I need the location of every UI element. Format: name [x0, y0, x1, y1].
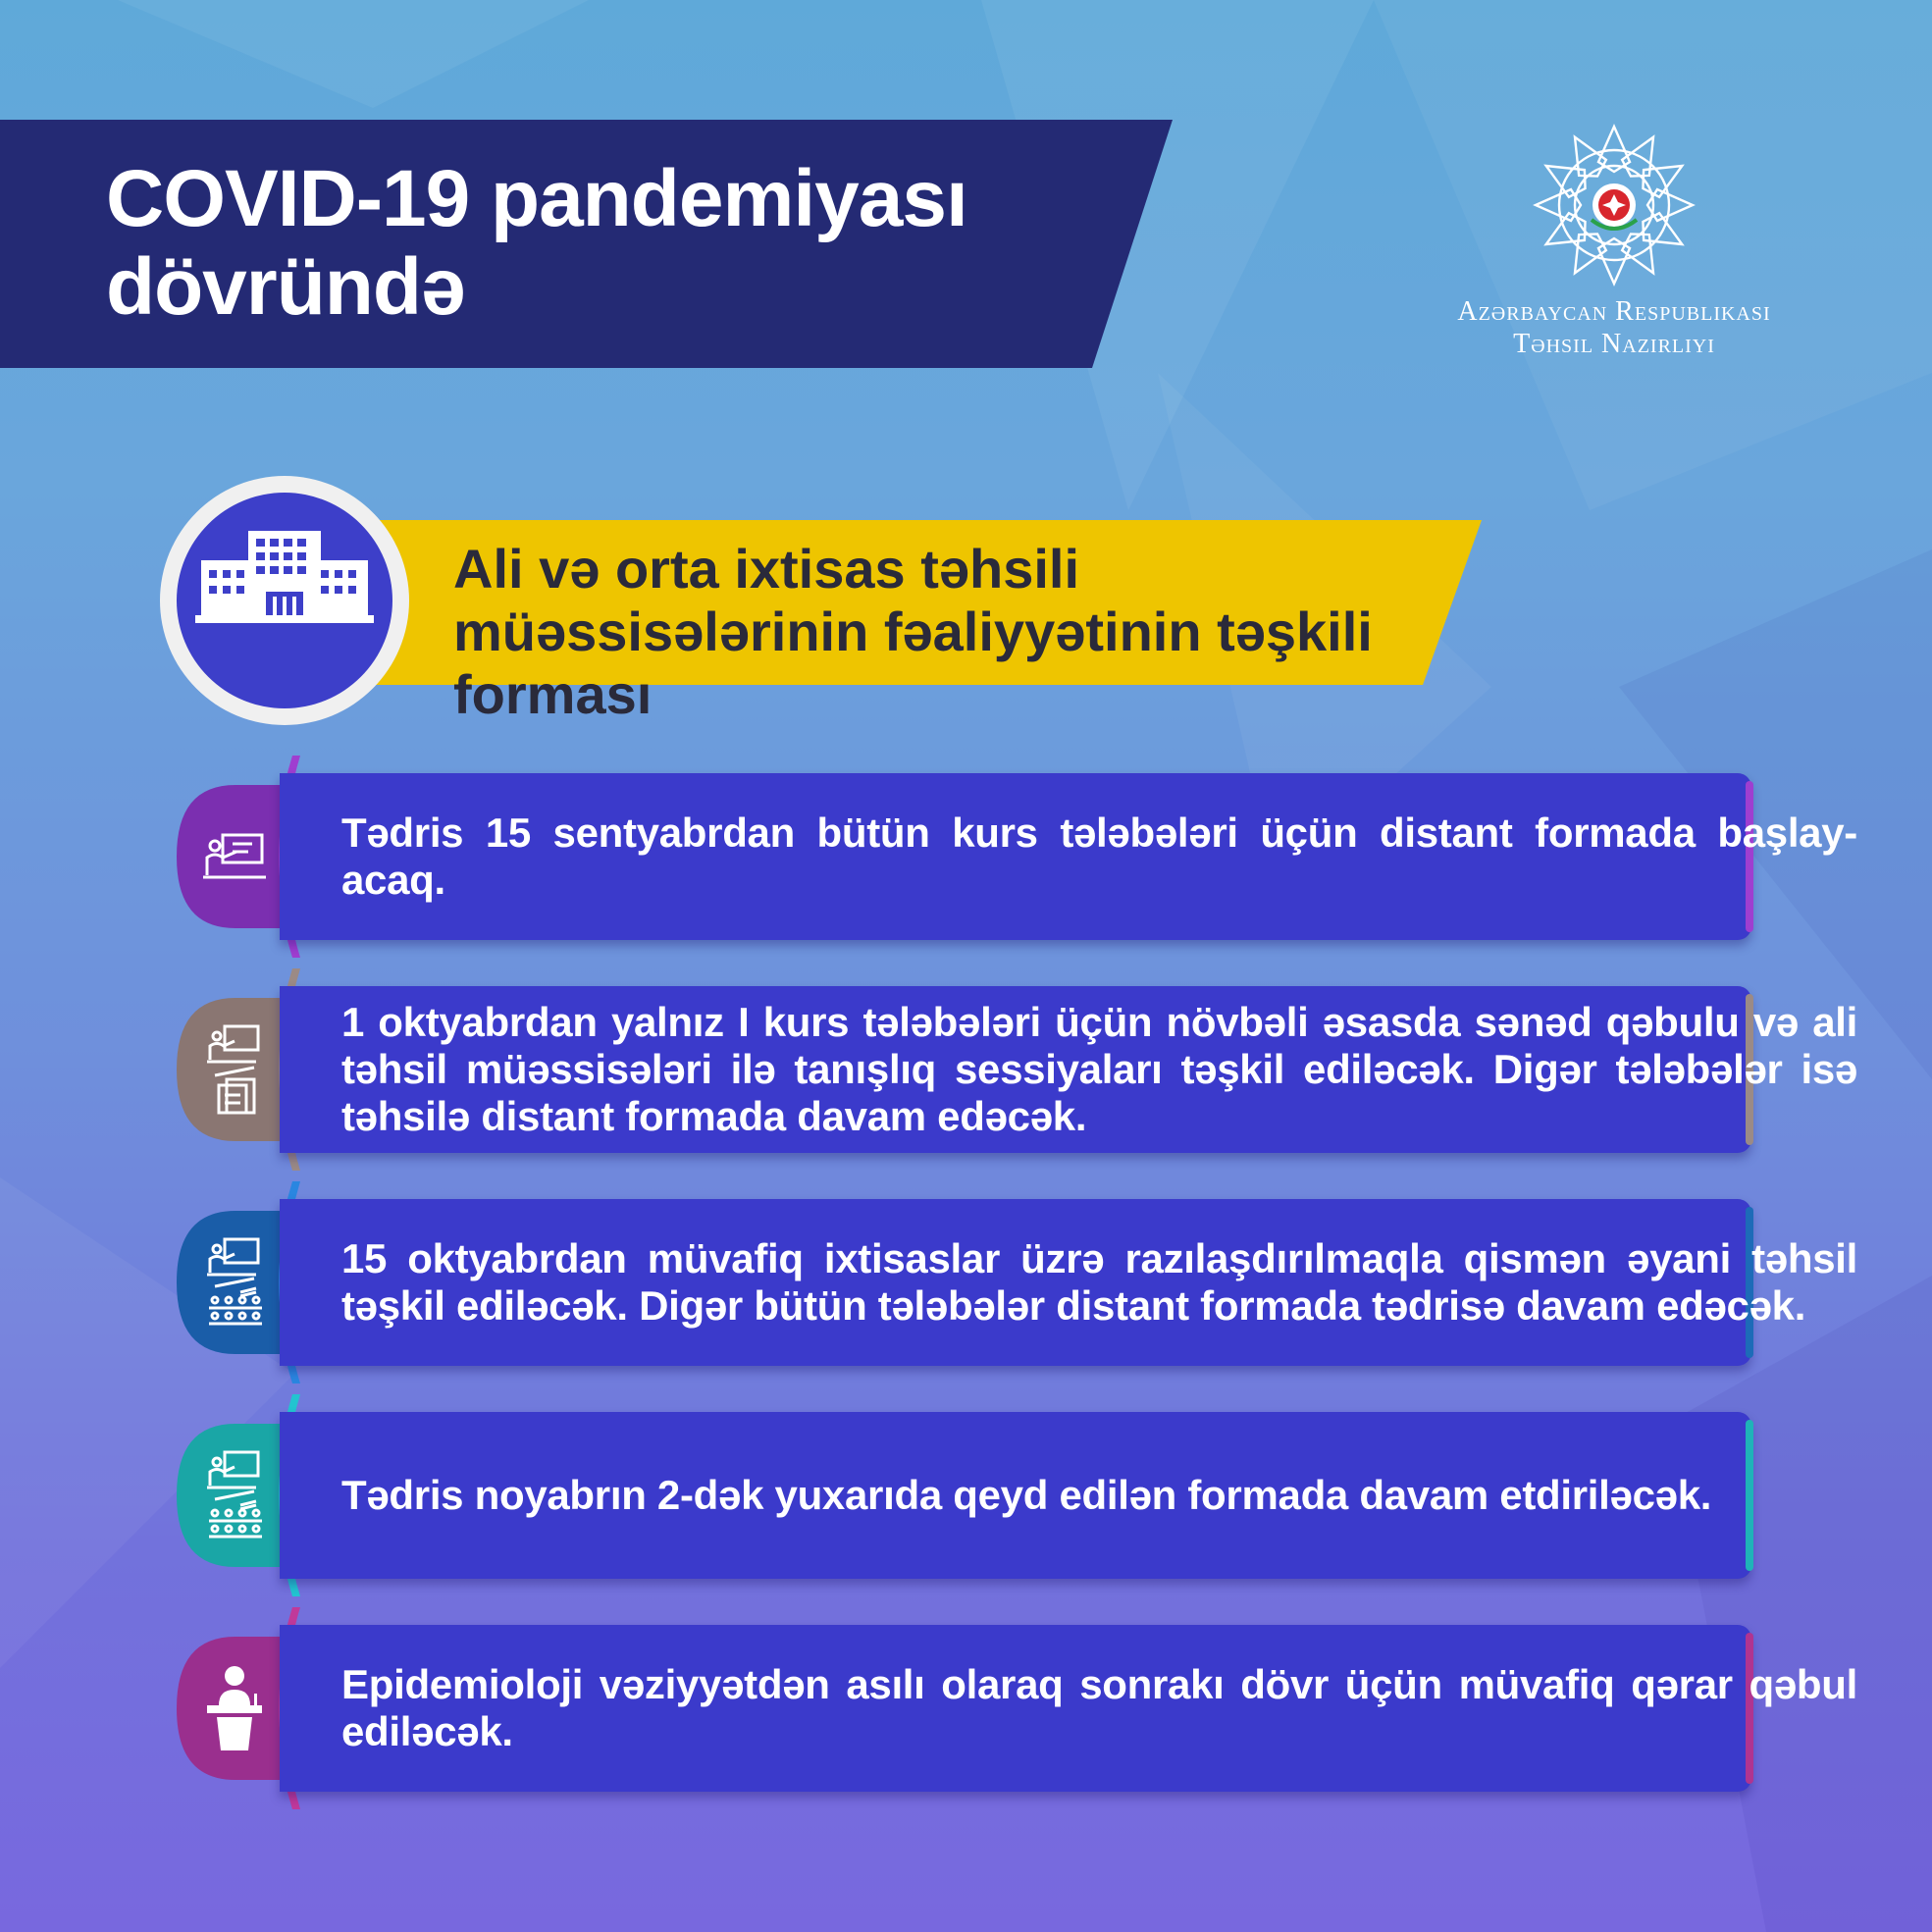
- item-text: Tədris 15 sentyabrdan bütün kurs tələbələri üçün distant formada başlay- acaq.: [341, 809, 1857, 903]
- list-item: [177, 773, 1857, 940]
- logo-text-line1: Azərbaycan Respublikası: [1457, 296, 1771, 327]
- teacher-classroom-icon: [190, 1211, 279, 1354]
- ministry-logo: [1408, 118, 1820, 363]
- page-title: COVID-19 pandemiyası dövründə: [106, 154, 967, 332]
- list-item: [177, 1625, 1857, 1792]
- item-text: 1 oktyabrdan yalnız I kurs tələbələri üçün növbəli əsasda sənəd qəbulu və ali təhsil müəssisələri ilə tanışlıq sessiyaları təşkil ediləcək. Digər tələbələr isə təhsilə distant formada davam edəcək.: [341, 999, 1857, 1139]
- building-icon: [195, 531, 374, 627]
- teacher-board-icon: [190, 785, 279, 928]
- subheader-title: Ali və orta ixtisas təhsili müəssisələrinin fəaliyyətinin təşkili forması: [453, 538, 1373, 725]
- item-text: Epidemioloji vəziyyətdən asılı olaraq sonrakı dövr üçün müvafiq qərar qəbul ediləcək.: [341, 1661, 1857, 1754]
- teacher-documents-icon: [190, 998, 279, 1141]
- list-item: [177, 1412, 1756, 1579]
- item-text: Tədris noyabrın 2-dək yuxarıda qeyd edilən formada davam etdiriləcək.: [341, 1472, 1712, 1518]
- item-text: 15 oktyabrdan müvafiq ixtisaslar üzrə razılaşdırılmaqla qismən əyani təhsil təşkil ediləcək. Digər bütün tələbələr distant formada tədrisə davam edəcək.: [341, 1235, 1857, 1329]
- building-badge: [160, 476, 409, 725]
- list-item: [177, 986, 1857, 1153]
- teacher-classroom-icon: [190, 1424, 279, 1567]
- speaker-podium-icon: [190, 1637, 279, 1780]
- logo-text-line2: Təhsil Nazirliyi: [1513, 329, 1715, 359]
- ministry-emblem-icon: [1527, 118, 1701, 292]
- list-item: [177, 1199, 1857, 1366]
